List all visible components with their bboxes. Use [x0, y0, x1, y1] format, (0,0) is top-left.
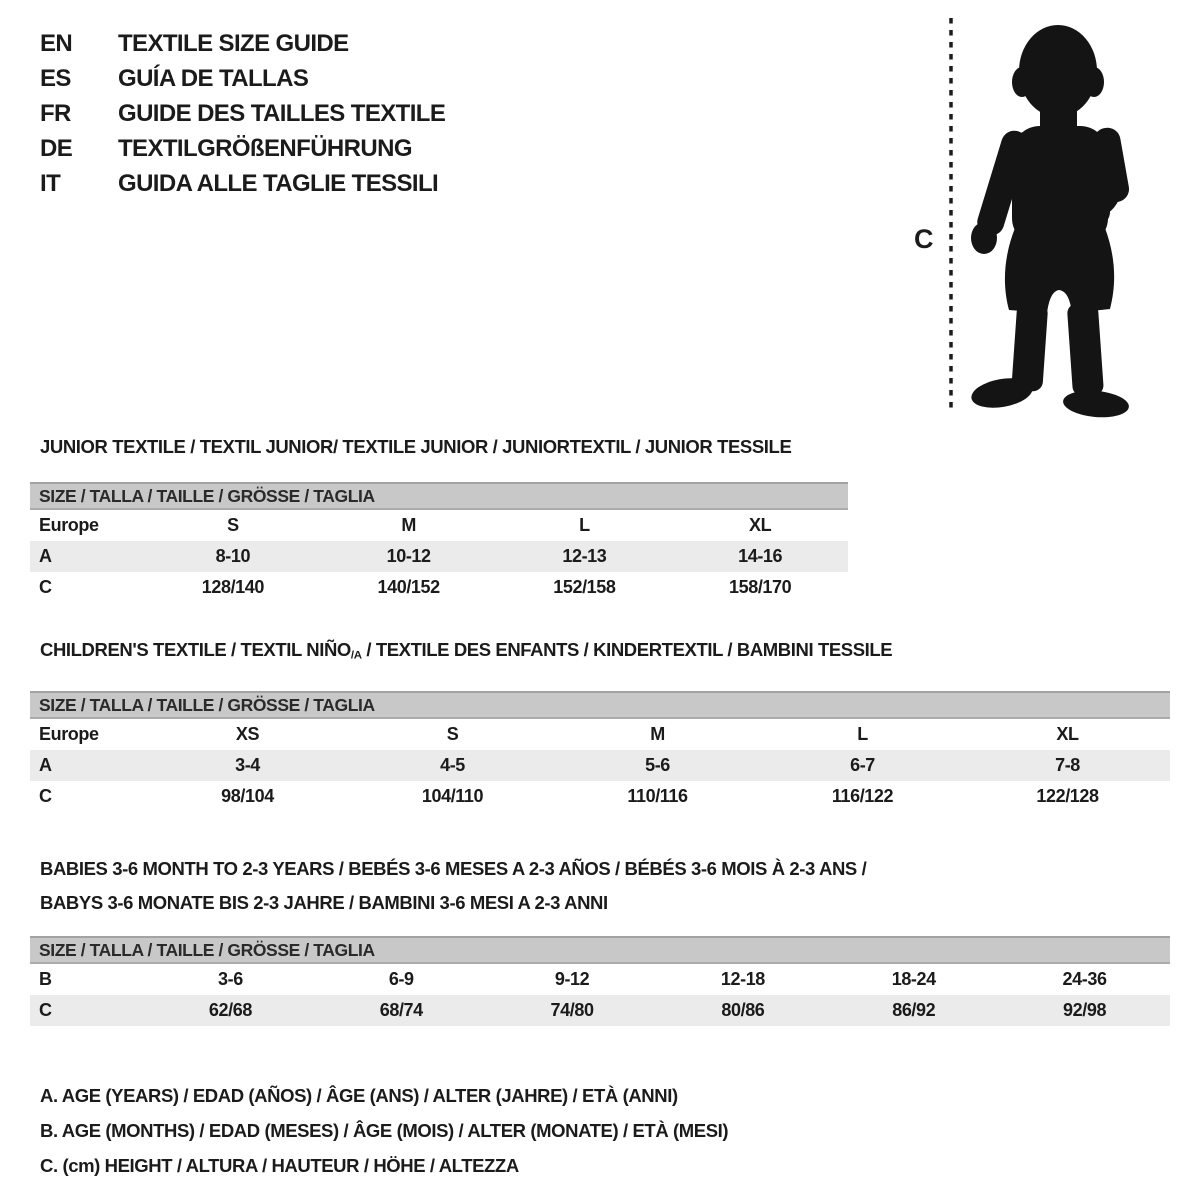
table-cell: 12-13 [562, 546, 607, 566]
table-cell: 68/74 [379, 999, 423, 1020]
children-table [30, 691, 1170, 812]
table-cell: 116/122 [831, 785, 894, 806]
table-cell: 9-12 [554, 968, 590, 989]
guide-title-de: TEXTILGRÖßENFÜHRUNG [118, 135, 412, 162]
table-row [30, 995, 1170, 1026]
table-cell: 74/80 [550, 999, 594, 1020]
junior-table [30, 482, 848, 603]
table-cell: 6-7 [850, 754, 875, 775]
children-size-header: SIZE / TALLA / TAILLE / GRÖSSE / TAGLIA [30, 691, 1170, 719]
table-row [30, 572, 848, 603]
content-column [30, 436, 1170, 1183]
table-cell: 62/68 [208, 999, 252, 1020]
language-row-it [40, 166, 445, 201]
language-row-es [40, 61, 445, 96]
table-cell: 6-9 [388, 968, 414, 989]
table-cell: 98/104 [221, 785, 274, 806]
language-row-en [40, 26, 445, 61]
language-code: ES [40, 65, 71, 92]
table-cell: 8-10 [215, 546, 251, 566]
table-cell: 152/158 [553, 577, 616, 597]
babies-title-line2: BABYS 3-6 MONATE BIS 2-3 JAHRE / BAMBINI 3-6 MESI A 2-3 ANNI [40, 891, 608, 913]
table-cell: 140/152 [377, 577, 440, 597]
row-label: C [39, 785, 52, 806]
table-cell: 92/98 [1063, 999, 1107, 1020]
children-section-title [40, 639, 1170, 667]
table-cell: 122/128 [1036, 785, 1099, 806]
guide-title-fr: GUIDE DES TAILLES TEXTILE [118, 100, 446, 127]
toddler-silhouette [969, 25, 1131, 420]
table-row [30, 719, 1170, 750]
table-cell: L [857, 723, 868, 744]
table-cell: 80/86 [721, 999, 765, 1020]
language-code: IT [40, 170, 61, 197]
table-cell: 158/170 [728, 577, 792, 597]
table-cell: XS [235, 723, 260, 744]
table-cell: 10-12 [386, 546, 431, 566]
measurement-figure [900, 8, 1160, 428]
legend-line-a: A. AGE (YEARS) / EDAD (AÑOS) / ÂGE (ANS) / ALTER (JAHRE) / ETÀ (ANNI) [40, 1084, 678, 1106]
language-code: DE [40, 135, 73, 162]
row-label: A [39, 546, 52, 566]
babies-table [30, 936, 1170, 1026]
guide-title-es: GUÍA DE TALLAS [118, 65, 309, 92]
row-label: Europe [39, 515, 99, 535]
language-code: FR [40, 100, 71, 127]
language-row-de [40, 131, 445, 166]
row-label: C [39, 577, 52, 597]
table-cell: M [650, 723, 665, 744]
table-cell: 104/110 [421, 785, 484, 806]
table-cell: 4-5 [440, 754, 465, 775]
babies-size-header: SIZE / TALLA / TAILLE / GRÖSSE / TAGLIA [30, 936, 1170, 964]
table-cell: 3-6 [218, 968, 243, 989]
guide-title-en: TEXTILE SIZE GUIDE [118, 30, 349, 57]
legend-line-b: B. AGE (MONTHS) / EDAD (MESES) / ÂGE (MOIS) / ALTER (MONATE) / ETÀ (MESI) [40, 1119, 729, 1141]
row-label: A [39, 754, 52, 775]
table-cell: S [227, 515, 239, 535]
table-cell: 86/92 [892, 999, 936, 1020]
babies-section-title [40, 852, 1170, 920]
table-cell: 18-24 [891, 968, 936, 989]
table-cell: M [401, 515, 416, 535]
junior-size-header: SIZE / TALLA / TAILLE / GRÖSSE / TAGLIA [30, 482, 848, 510]
language-code: EN [40, 30, 73, 57]
table-cell: 24-36 [1062, 968, 1107, 989]
table-cell: L [579, 515, 590, 535]
table-cell: 12-18 [720, 968, 765, 989]
table-row [30, 510, 848, 541]
table-cell: XL [749, 515, 772, 535]
table-cell: 7-8 [1055, 754, 1080, 775]
legend [40, 1078, 1170, 1183]
table-cell: 14-16 [738, 546, 783, 566]
table-row [30, 750, 1170, 781]
table-row [30, 964, 1170, 995]
language-row-fr [40, 96, 445, 131]
row-label: C [39, 999, 52, 1020]
row-label: Europe [39, 723, 99, 744]
table-cell: 3-4 [235, 754, 260, 775]
table-cell: 128/140 [201, 577, 264, 597]
children-title-text: / TEXTILE DES ENFANTS / KINDERTEXTIL / BAMBINI TESSILE [361, 639, 893, 660]
row-label: B [39, 968, 52, 989]
babies-title-line1: BABIES 3-6 MONTH TO 2-3 YEARS / BEBÉS 3-6 MESES A 2-3 AÑOS / BÉBÉS 3-6 MOIS À 2-3 ANS / [40, 857, 867, 879]
language-header [40, 26, 445, 201]
table-cell: 5-6 [645, 754, 670, 775]
table-row [30, 781, 1170, 812]
height-label: C [914, 224, 934, 254]
junior-section-title: JUNIOR TEXTILE / TEXTIL JUNIOR/ TEXTILE JUNIOR / JUNIORTEXTIL / JUNIOR TESSILE [40, 436, 792, 457]
guide-title-it: GUIDA ALLE TAGLIE TESSILI [118, 170, 439, 197]
children-title-text: CHILDREN'S TEXTILE / TEXTIL NIÑO [40, 639, 351, 660]
table-row [30, 541, 848, 572]
toddler-figure-svg [900, 8, 1160, 428]
children-title-subscript: /A [350, 649, 362, 662]
table-cell: XL [1056, 723, 1079, 744]
table-cell: 110/116 [627, 785, 688, 806]
table-cell: S [446, 723, 459, 744]
legend-line-c: C. (cm) HEIGHT / ALTURA / HAUTEUR / HÖHE / ALTEZZA [40, 1154, 519, 1176]
